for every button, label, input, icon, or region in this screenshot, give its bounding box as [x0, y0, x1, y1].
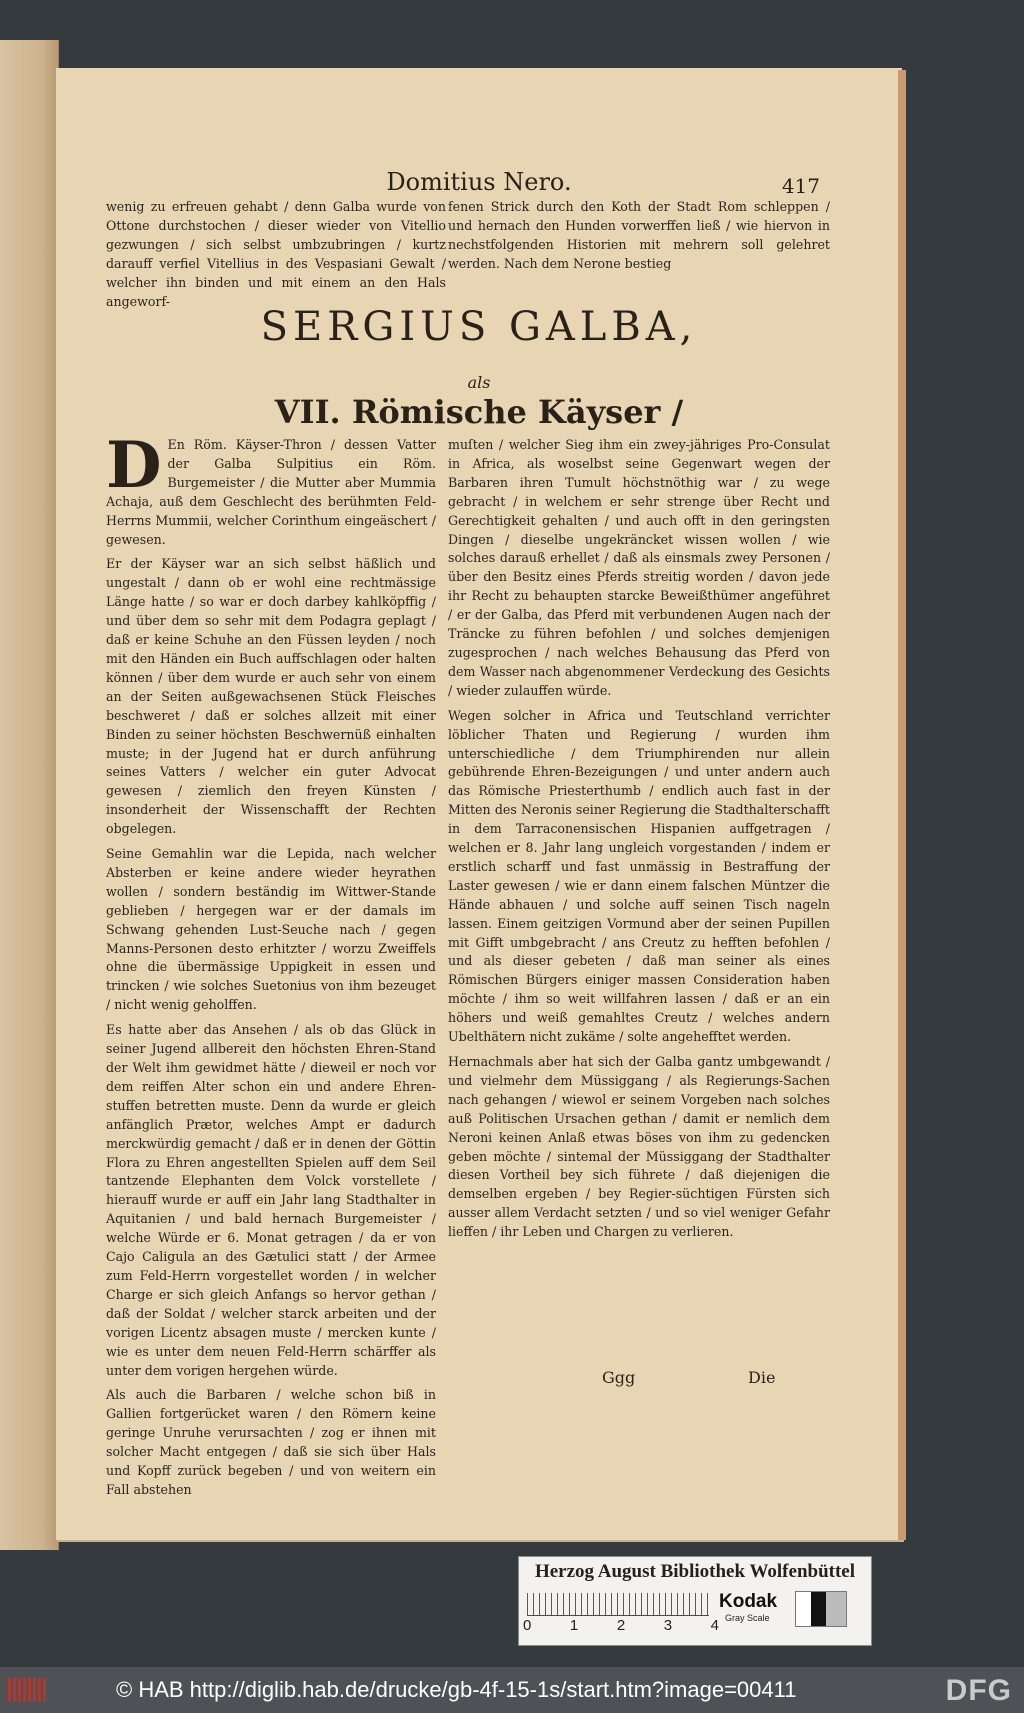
ruler-number: 0	[523, 1617, 532, 1634]
source-link[interactable]: © HAB http://diglib.hab.de/drucke/gb-4f-15-1s/start.htm?image=00411	[116, 1677, 797, 1702]
top-right-column	[448, 198, 830, 280]
running-head: Domitius Nero.	[386, 168, 572, 196]
ruler-number: 3	[663, 1617, 673, 1634]
ruler-numbers	[523, 1617, 719, 1634]
chapter-subtitle-als: als	[467, 373, 491, 392]
footer-bar	[0, 1667, 1024, 1713]
book-page	[56, 68, 902, 1540]
ruler-number: 1	[569, 1617, 579, 1634]
dfg-logo: DFG	[945, 1674, 1012, 1707]
top-left-text: wenig zu erfreuen gehabt / denn Galba wurde von Ottone durchstochen / dieser wieder von Vitellio gezwungen / sich selbst umbzubringen / kurtz darauff verfiel Vitellius in des Vespasiani Gewalt / welcher ihn binden und mit einem an den Hals angeworf-	[106, 199, 446, 309]
catchword: Die	[748, 1368, 776, 1387]
paragraph: Hernachmals aber hat sich der Galba gantz umbgewandt / und vielmehr dem Müssiggang / als Regierungs-Sachen nach gehangen / wiewol er seinem Vorgeben nach solches auß Politischen Ursachen gethan / damit er nemlich dem Neroni keinen Anlaß etwas böses von ihm zu gedencken geben möchte / sintemal der Müssiggang der Stadthalter diesen Vortheil bey sich führete / daß diejenigen die demselben ergeben / bey Regier-süchtigen Fürsten sich ausser allem Verdacht setzten / und so viel weniger Gefahr lieffen / ihr Leben und Chargen zu verlieren.	[448, 1054, 830, 1240]
ruler-scale	[527, 1593, 709, 1616]
drop-cap: D	[106, 428, 162, 503]
paragraph: Er der Käyser war an sich selbst häßlich und ungestalt / dann ob er wohl eine rechtmässige Länge hatte / so war er doch darbey kahlköpffig / und über dem so sehr mit dem Podagra geplagt / daß er keine Schuhe an den Füssen leyden / noch mit den Händen ein Buch auffschlagen oder halten können / über dem wurde er auch sehr von einem an der Seiten außgewachsenen Stück Fleisches beschweret / daß er solches allzeit mit einer Binden zu seiner höchsten Beschwernüß einhalten muste; in der Jugend hat er durch anführung seines Vatters / welcher ein guter Advocat gewesen / ziemlich den freyen Künsten / insonderheit der Wissenschafft der Rechten obgelegen.	[106, 556, 436, 837]
paragraph-text: En Röm. Käyser-Thron / dessen Vatter der Galba Sulpitius ein Röm. Burgemeister / die Mutter aber Mummia Achaja, auß dem Geschlecht des berühmten Feld-Herrns Mummii, welcher Corinthum eingeäschert / gewesen.	[106, 437, 436, 547]
signature-mark: Ggg	[602, 1368, 636, 1387]
ruler-number: 4	[710, 1617, 719, 1634]
right-column	[448, 436, 830, 1248]
kodak-logo: Kodak	[719, 1591, 778, 1612]
paragraph: Es hatte aber das Ansehen / als ob das Glück in seiner Jugend allbereit den höchsten Ehren-Stand der Welt ihm gewidmet hätte / dieweil er noch vor dem reiffen Alter schon ein und andere Ehren-stuffen betretten muste. Denn da wurde er gleich anfänglich Prætor, welches Ampt er dadurch merckwürdig gemacht / daß er in denen der Göttin Flora zu Ehren angestellten Spielen auff dem Seil tantzende Elephanten dem Volck vorstellete / hierauff wurde er auff ein Jahr lang Stadthalter in Aquitanien / und bald hernach Burgemeister / welche Würde er 6. Monat getragen / da er von Cajo Caligula an des Gætulici statt / der Armee zum Feld-Herrn vorgestellet worden / in welcher Charge er sich gleich Anfangs so hervor gethan / daß der Soldat / welcher starck arbeiten und der vorigen Licentz absagen muste / mercken kunte / wie es unter dem neuen Feld-Herrn schärffer als unter dem vorigen hergehen würde.	[106, 1022, 436, 1378]
top-left-column	[106, 198, 446, 317]
color-target	[518, 1556, 872, 1646]
gray-scale-swatch	[795, 1591, 847, 1627]
paragraph: muſten / welcher Sieg ihm ein zwey-jähriges Pro-Consulat in Africa, als woselbst seine Gegenwart wegen der Barbaren ihren Tumult höchstnöthig war / zu wege gebracht / in welchem er sehr strenge über Recht und Gerechtigkeit gehalten / und auch offt in den geringsten Dingen / dieselbe ungekräncket wissen wollen / wie solches darauß erhellet / daß als einsmals zwey Personen / über den Besitz eines Pferds streitig worden / davon jede ihr Recht zu behaupten starcke Beweißthümer angeführet / er der Galba, das Pferd mit verbundenen Augen nach der Träncke zu führen befohlen / und solches demjenigen zugesprochen / nach welches Behausung das Pferd von dem Wasser nach abgenommener Verdeckung des Gesichts / wieder zulauffen würde.	[448, 437, 830, 698]
paragraph: Wegen solcher in Africa und Teutschland verrichter löblicher Thaten und Regierung / wurden ihm unterschiedliche / dem Triumphirenden nur allein gebührende Ehren-Bezeigungen / und unter andern auch das Römische Priesterthumb / endlich auch fast in der Mitten des Neronis seiner Regierung die Stadthalterschafft in dem Tarraconensischen Hispanien auffgetragen / welchen er 8. Jahr lang ungleich vorgestanden / indem er erstlich scharff und fast unmässig in Bestraffung der Laster gewesen / wie er dann einem falschen Müntzer die Hände abhauen / und solche auff seinen Tisch nageln lassen. Einem geitzigen Vormund aber der seinen Pupillen mit Gifft umbgebracht / ans Creutz zu hefften befohlen / und als dieser gebeten / daß man seiner als eines Römischen Bürgers einiger massen Consideration haben möchte / ihm so weit willfahren lassen / daß er an ein höhers und weiß gemahltes Creutz / welches andern Ubelthätern nicht zukäme / solte angehefftet werden.	[448, 707, 830, 1045]
paragraph	[106, 428, 436, 549]
page-number: 417	[781, 174, 820, 198]
top-right-text: fenen Strick durch den Koth der Stadt Rom schleppen / und hernach den Hunden vorwerffen ließ / wie hiervon in nechstfolgenden Historien mit mehrern soll gelehret werden. Nach dem Nerone bestieg	[448, 199, 830, 271]
page-edge	[898, 70, 906, 1540]
paragraph: Als auch die Barbaren / welche schon biß in Gallien fortgerücket waren / den Römern keine geringe Unruhe verursachten / zog er ihnen mit solcher Macht entgegen / daß sie sich über Hals und Kopff zurück begeben / und von weitern ein Fall abstehen	[106, 1387, 436, 1497]
left-column	[106, 428, 436, 1506]
chapter-subtitle: VII. Römische Käyser /	[274, 393, 684, 431]
library-logo-icon	[8, 1678, 48, 1702]
paragraph: Seine Gemahlin war die Lepida, nach welcher Absterben er keine andere wieder heyrathen wollen / sondern beständig im Wittwer-Stande geblieben / hergegen war er der damals im Schwang gehenden Lust-Seuche nach / gegen Manns-Personen desto erhitzter / worzu Zweiffels ohne die übermässige Uppigkeit in essen und trincken / wie solches Suetonius von ihm bezeuget / nicht wenig geholffen.	[106, 846, 436, 1013]
library-name: Herzog August Bibliothek Wolfenbüttel	[534, 1561, 856, 1582]
chapter-title: SERGIUS GALBA,	[260, 304, 698, 350]
gray-scale-label: Gray Scale	[725, 1613, 770, 1623]
previous-page-edge	[0, 40, 59, 1550]
ruler-number: 2	[616, 1617, 626, 1634]
